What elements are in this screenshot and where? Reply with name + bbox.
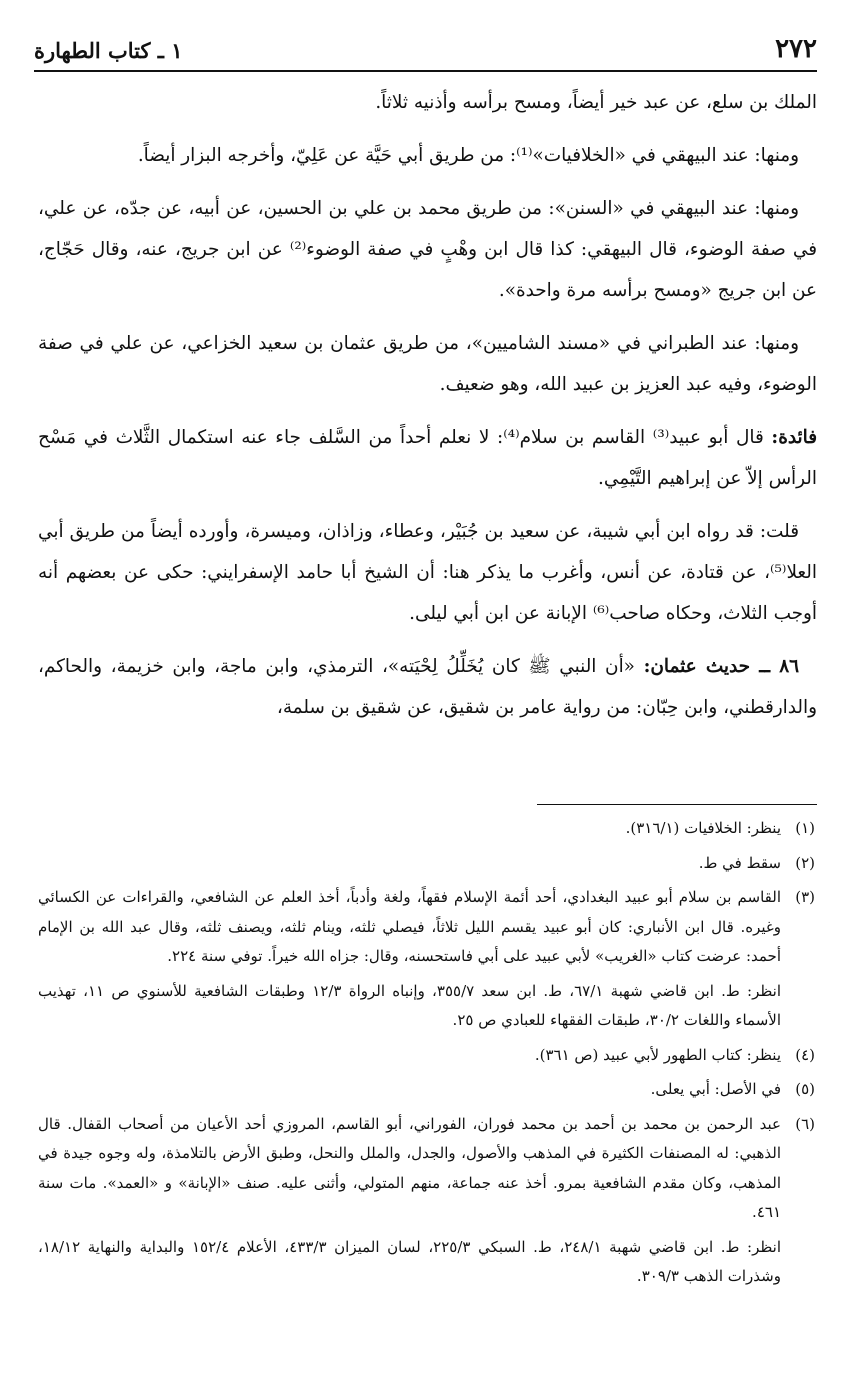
page-header [34, 34, 817, 72]
hadith-heading: ٨٦ ــ حديث عثمان: [643, 656, 799, 677]
footnote-text: ينظر: الخلافيات (٣١٦/١). [625, 819, 781, 837]
chapter-title: ١ ـ كتاب الطهارة [34, 38, 183, 63]
footnote-references: انظر: ط. ابن قاضي شهبة ٢٤٨/١، ط. السبكي ٢٢٥/٣، لسان الميزان ٤٣٣/٣، الأعلام ١٥٢/٤ والبداية والنهاية ١٨/١٢، وشذرات الذهب ٣٠٩/٣. [38, 1237, 782, 1285]
footnote-number: (٣) [795, 888, 815, 906]
paragraph-4: ومنها: عند الطبراني في «مسند الشاميين»، من طريق عثمان بن سعيد الخزاعي، عن علي في صفة الوضوء، وفيه عبد العزيز بن عبيد الله، وهو ضعيف. [38, 333, 817, 395]
paragraph-6: قلت: قد رواه ابن أبي شيبة، عن سعيد بن جُبَيْر، وعطاء، وزاذان، وميسرة، وأورده أيضاً من طريق أبي العلا⁽⁵⁾، عن قتادة، عن أنس، وأغرب ما يذكر هنا: أن الشيخ أبا حامد الإسفرايني: حكى عن بعضهم أنه أوجب الثلاث، وحكاه صاحب⁽⁶⁾ الإبانة عن ابن أبي ليلى. [38, 521, 817, 624]
footnote-text: سقط في ط. [698, 853, 781, 872]
paragraph-2: ومنها: عند البيهقي في «الخلافيات»⁽¹⁾: من طريق أبي حَيَّة عن عَلِيّ، وأخرجه البزار أيضاً. [137, 145, 799, 166]
footnote-number: (١) [795, 819, 815, 837]
footnote-separator [537, 804, 817, 805]
footnote-number: (٢) [795, 853, 815, 872]
footnote-references: انظر: ط. ابن قاضي شهبة ٦٧/١، ط. ابن سعد ٣٥٥/٧، وإنباه الرواة ١٢/٣ وطبقات الشافعية للأسنوي ص ١١، تهذيب الأسماء واللغات ٣٠/٢، طبقات الفقهاء للعبادي ص ٢٥. [38, 981, 782, 1029]
paragraph-1: الملك بن سلع، عن عبد خير أيضاً، ومسح برأسه وأذنيه ثلاثاً. [375, 92, 817, 113]
footnote-text: في الأصل: أبي يعلى. [650, 1080, 781, 1098]
benefit-text: قال أبو عبيد⁽³⁾ القاسم بن سلام⁽⁴⁾: لا نعلم أحداً من السَّلف جاء عنه استكمال الثَّلاث في مَسْح الرأس إلاّ عن إبراهيم التَّيْمِي. [38, 427, 817, 489]
page-number: ٢٧٢ [775, 34, 817, 64]
footnote-number: (٤) [795, 1045, 815, 1064]
footnote-3 [38, 883, 817, 1036]
paragraph-hadith-86 [38, 646, 817, 728]
benefit-heading: فائدة: [771, 427, 818, 448]
hadith-text: «أن النبي ﷺ كان يُخَلِّلُ لِحْيَته»، الترمذي، وابن ماجة، وابن خزيمة، والحاكم، والدارقطني، وابن حِبّان: من رواية عامر بن شقيق، عن شقيق بن سلمة، [38, 656, 817, 718]
paragraph-benefit [38, 417, 817, 499]
footnote-text: القاسم بن سلام أبو عبيد البغدادي، أحد أئمة الإسلام فقهاً، ولغة وأدباً، أخذ العلم عن الشافعي، والقراءات عن الكسائي وغيره. قال ابن الأنباري: كان أبو عبيد يقسم الليل ثلاثاً، فيصلي ثلثه، وينام ثلثه، ويصنف ثلثه، وقال عبد الله بن الإمام أحمد: عرضت كتاب «الغريب» لأبي عبيد على أبي فاستحسنه، وقال: جزاه الله خيراً. توفي سنة ٢٢٤. [38, 888, 781, 965]
footnote-5 [38, 1075, 817, 1105]
footnote-1 [38, 814, 817, 844]
footnote-4 [38, 1041, 817, 1071]
footnote-2 [38, 849, 817, 879]
main-text [38, 82, 817, 740]
paragraph-3: ومنها: عند البيهقي في «السنن»: من طريق محمد بن علي بن الحسين، عن أبيه، عن جدّه، عن علي، في صفة الوضوء، قال البيهقي: كذا قال ابن وهْبٍ في صفة الوضوء⁽²⁾ عن ابن جريج، عنه، وقال حَجّاج، عن ابن جريج «ومسح برأسه مرة واحدة». [38, 198, 817, 301]
footnote-number: (٦) [795, 1114, 815, 1133]
footnote-6 [38, 1110, 817, 1292]
footnote-number: (٥) [795, 1080, 815, 1098]
footnote-text: عبد الرحمن بن محمد بن أحمد بن محمد فوران، الفوراني، أبو القاسم، المروزي أحد الأعيان من أصحاب القفال. قال الذهبي: له المصنفات الكثيرة في المذهب والأصول، والجدل، والملل والنحل، وطبق الأرض بالتلامذة، وله وجوه جيدة في المذهب، وكان مقدم الشافعية بمرو. أخذ عنه جماعة، منهم المتولي، وأثنى عليه. صنف «الإبانة» و «العمد». مات سنة ٤٦١. [38, 1114, 781, 1221]
footnote-text: ينظر: كتاب الطهور لأبي عبيد (ص ٣٦١). [534, 1045, 781, 1064]
footnotes [38, 814, 817, 1297]
